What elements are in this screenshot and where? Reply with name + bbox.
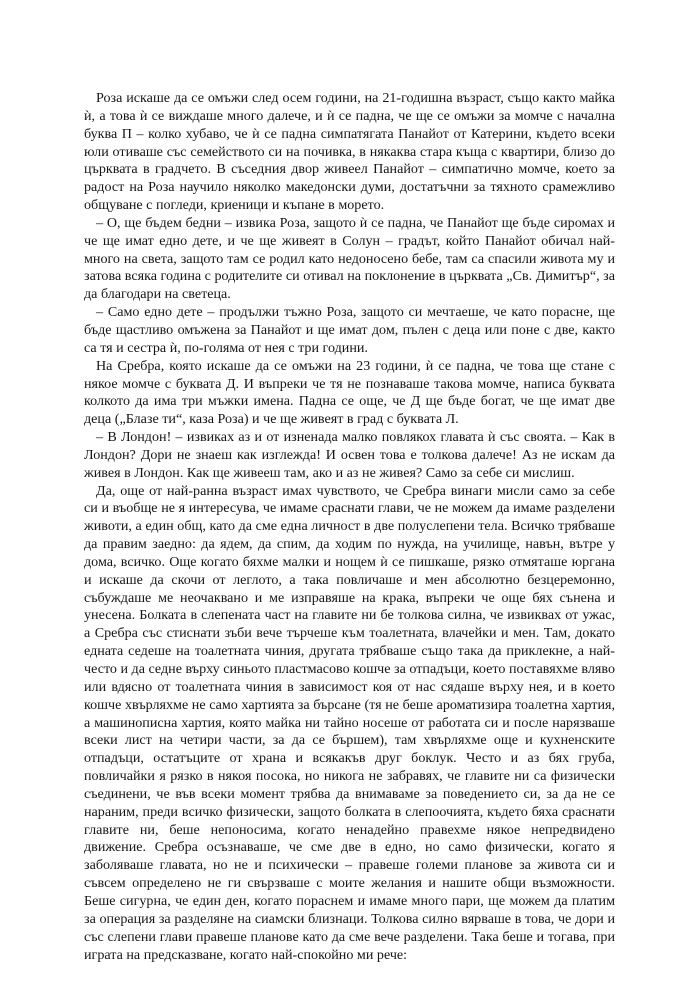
- paragraph-6: Да, още от най-ранна възраст имах чувството, че Сребра винаги мисли само за себе си и въобще не я интересува, че имаме сраснати глави, че не можем да имаме разделени животи, а един общ, като да сме една личност в две полуслепени тела. Всичко трябваше да правим заедно: да ядем, да спим, да ходим по нужда, на училище, навън, вътре у дома, всичко. Още когато бяхме малки и нощем ѝ се пишкаше, рязко отмяташе юргана и искаше да скочи от леглото, а така повличаше и мен абсолютно безцеремонно, събуждаше ме неочаквано и ме изправяше на крака, въпреки че още бях сънена и унесена. Болката в слепената част на главите ни бе толкова силна, че извиквах от ужас, а Сребра със стиснати зъби вече търчеше към тоалетната, влачейки и мен. Там, докато едната седеше на тоалетната чиния, другата трябваше също така да приклекне, а най-често и да седне върху синьото пластмасово кошче за отпадъци, което поставяхме вляво или вдясно от тоалетната чиния в зависимост коя от нас сядаше върху нея, и в което кошче хвърляхме не само хартията за бърсане (тя не беше ароматизира тоалетна хартия, а машинописна хартия, която майка ни тайно носеше от работата си и после нарязваше всеки лист на четири части, за да се бършем), там хвърляхме още и кухненските отпадъци, остатъците от храна и всякакъв друг боклук. Често и аз бях груба, повличайки я рязко в някоя посока, но никога не забравях, че главите ни са физически съединени, че във всеки момент трябва да внимаваме за поведението си, за да не се нараним, преди всичко физически, защото болката в слепоочията, където бяха сраснати главите ни, беше непоносима, когато ненадейно правехме някое непредвидено движение. Сребра осъзнаваше, че сме две в едно, но само физически, когато я заболяваше главата, но не и психически – правеше големи планове за живота си и съвсем определено не ги свързваше с моите желания и нашите общи възможности. Беше сигурна, че един ден, когато пораснем и имаме много пари, ще можем да платим за операция за разделяне на сиамски близнаци. Толкова силно вярваше в това, че дори и със слепени глави правеше планове като да сме вече разделени. Така беше и тогава, при играта на предсказване, когато най-спокойно ми рече:: [84, 482, 616, 963]
- paragraph-2: – О, ще бъдем бедни – извика Роза, защото ѝ се падна, че Панайот ще бъде сиромах и че ще имат едно дете, и че ще живеят в Солун – градът, който Панайот обичал най-много на света, защото там се родил като недоносено бебе, там са спасили живота му и затова всяка година с родителите си отивал на поклонение в църквата „Св. Димитър“, за да благодари на светеца.: [84, 214, 615, 303]
- paragraph-5: – В Лондон! – извиках аз и от изненада малко повлякох главата ѝ със своята. – Как в Лондон? Дори не знаеш как изглежда! И освен това е толкова далече! Аз не искам да живея в Лондон. Как ще живееш там, ако и аз не живея? Само за себе си мислиш.: [84, 429, 615, 481]
- paragraph-3: – Само едно дете – продължи тъжно Роза, защото си мечтаеше, че като порасне, ще бъде щастливо омъжена за Панайот и ще имат дом, пълен с деца или поне с две, както са тя и сестра ѝ, по-голяма от нея с три години.: [84, 304, 615, 356]
- paragraph-4: На Сребра, която искаше да се омъжи на 23 години, ѝ се падна, че това ще стане с някое момче с буквата Д. И въпреки че тя не познаваше такова момче, написа буквата колкото да има три мъжки имена. Падна се още, че Д ще бъде богат, че ще имат две деца („Блазе ти“, каза Роза) и че ще живеят в град с буквата Л.: [84, 357, 615, 428]
- body-text: [84, 90, 615, 964]
- paragraph-1: Роза искаше да се омъжи след осем години, на 21-годишна възраст, също както майка ѝ, а това ѝ се виждаше много далече, и ѝ се падна, че ще се омъжи за момче с начална буква П – колко хубаво, че ѝ се падна симпатягата Панайот от Катерини, където всеки юли отиваше със семейството си на почивка, в някаква стара къща с квартири, близо до църквата в градчето. В съседния двор живеел Панайот – симпатично момче, което за радост на Роза научило няколко македонски думи, достатъчни за тяхното срамежливо общуване с погледи, криеници и къпане в морето.: [84, 90, 615, 214]
